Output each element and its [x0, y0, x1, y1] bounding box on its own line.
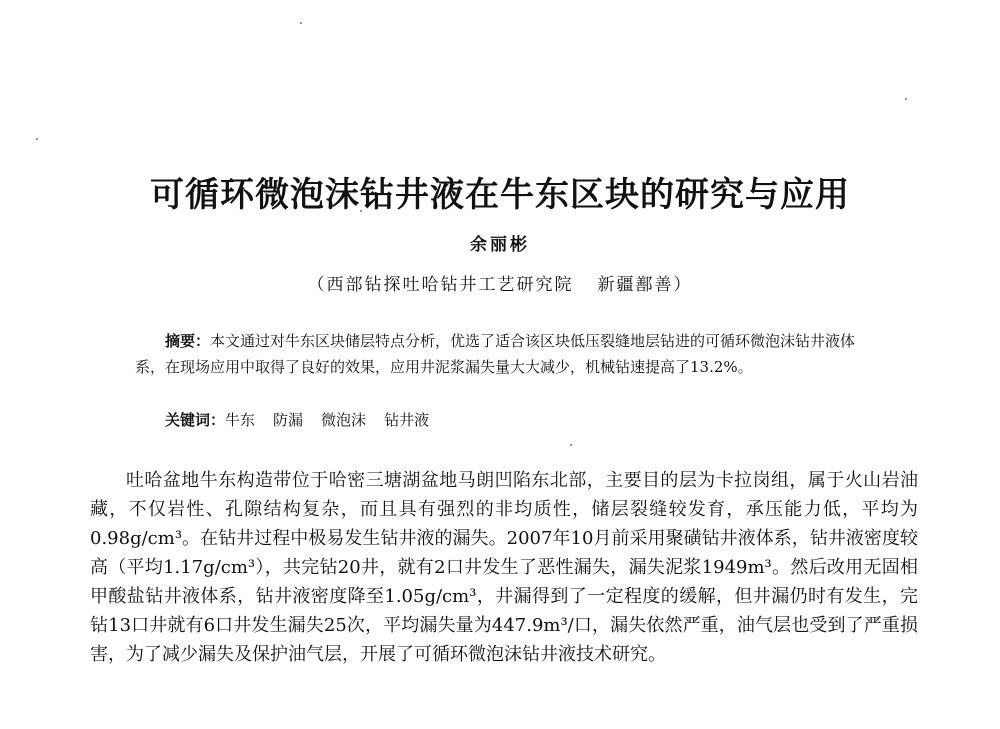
author-name: 余丽彬	[470, 235, 530, 255]
keyword-item: 微泡沫	[321, 411, 367, 429]
keyword-item: 防漏	[273, 411, 304, 429]
abstract-label: 摘要：	[165, 332, 211, 350]
keywords-label: 关键词：	[165, 411, 226, 429]
affiliation-institute: 西部钻探吐哈钻井工艺研究院	[326, 275, 574, 295]
abstract-text: 本文通过对牛东区块储层特点分析，优选了适合该区块低压裂缝地层钻进的可循环微泡沫钻井液体系，在现场应用中取得了良好的效果，应用井泥浆漏失量大大减少，机械钻速提高了13.2%。	[135, 332, 856, 376]
affiliation-open-paren: （	[307, 275, 327, 295]
scan-speck	[905, 98, 907, 100]
body-paragraph: 吐哈盆地牛东构造带位于哈密三塘湖盆地马朗凹陷东北部，主要目的层为卡拉岗组，属于火山岩油藏，不仅岩性、孔隙结构复杂，而且具有强烈的非均质性，储层裂缝较发育，承压能力低，平均为0.98g/cm³。在钻井过程中极易发生钻井液的漏失。2007年10月前采用聚磺钻井液体系，钻井液密度较高（平均1.17g/cm³），共完钻20井，就有2口井发生了恶性漏失，漏失泥浆1949m³。然后改用无固相甲酸盐钻井液体系，钻井液密度降至1.05g/cm³，井漏得到了一定程度的缓解，但井漏仍时有发生，完钻13口井就有6口井发生漏失25次，平均漏失量为447.9m³/口，漏失依然严重，油气层也受到了严重损害，为了减少漏失及保护油气层，开展了可循环微泡沫钻井液技术研究。	[90, 470, 918, 665]
affiliation-close-paren: ）	[673, 275, 693, 295]
scan-speck	[300, 22, 302, 24]
abstract	[135, 328, 875, 380]
author-affiliation	[0, 273, 1000, 297]
keyword-item: 钻井液	[384, 411, 430, 429]
scan-speck	[36, 138, 38, 140]
paper-title: 可循环微泡沫钻井液在牛东区块的研究与应用	[150, 174, 850, 215]
affiliation-location: 新疆鄯善	[597, 275, 674, 295]
keywords	[165, 407, 865, 433]
scan-speck	[570, 444, 572, 446]
keyword-item: 牛东	[225, 411, 256, 429]
